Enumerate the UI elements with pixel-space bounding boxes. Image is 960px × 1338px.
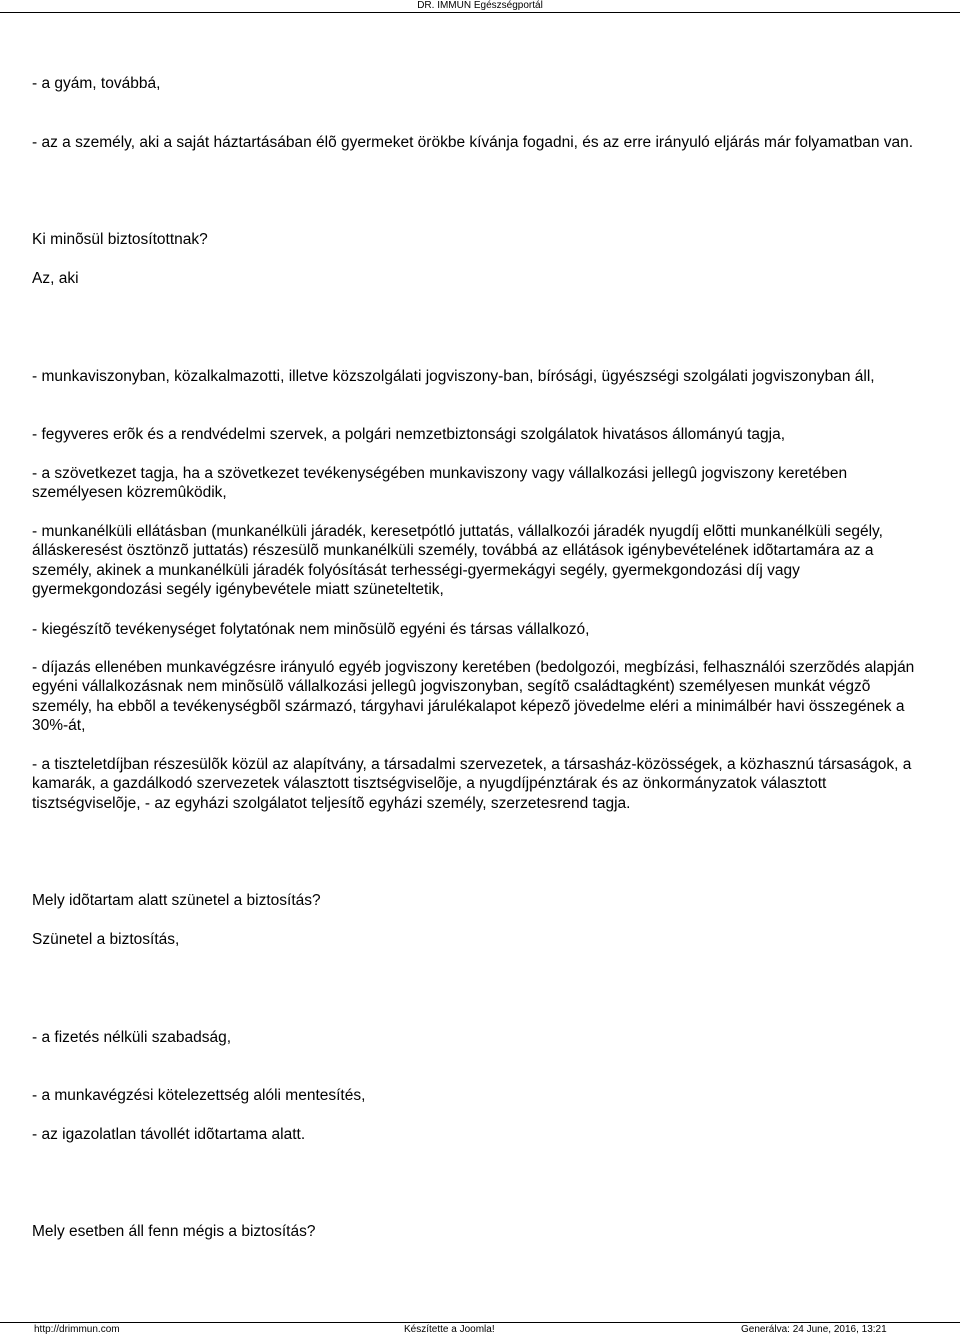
- list-item-other-legal-relationship: - díjazás ellenében munkavégzésre irányuló egyéb jogviszony keretében (bedolgozói, megbízási, felhasználói szerzõdés alapján egyéni vállalkozásnak nem minõsülõ vállalkozási jellegû jogviszonyban, segítõ családtagként) személyesen munkát végzõ személy, ha ebbõl a tevékenységbõl származó, tárgyhavi járulékalapot képezõ jövedelme eléri a minimálbér havi összegének a 30%-át,: [32, 659, 915, 735]
- question-who-insured: Ki minõsül biztosítottnak?: [32, 231, 208, 248]
- list-item-honorarium: - a tiszteletdíjban részesülõk közül az alapítvány, a társadalmi szervezetek, a társasház-közösségek, a közhasznú társaságok, a kamarák, a gazdálkodó szervezetek választott tisztségviselõje, a nyugdíjpénztárak és az önkormányzatok választott tisztségviselõje, - az egyházi szolgálatot teljesítõ egyházi személy, szerzetesrend tagja.: [32, 756, 912, 812]
- page-header: DR. IMMUN Egészségportál: [417, 0, 543, 11]
- list-item-cooperative: - a szövetkezet tagja, ha a szövetkezet tevékenységében munkaviszony vagy vállalkozási jellegû jogviszony keretében személyesen közremûködik,: [32, 465, 848, 502]
- question-insurance-still-applies: Mely esetben áll fenn mégis a biztosítás?: [32, 1223, 316, 1240]
- footer-divider: [0, 1322, 960, 1323]
- footer-url-link[interactable]: http://drimmun.com: [34, 1324, 120, 1335]
- list-item-armed-forces: - fegyveres erõk és a rendvédelmi szervek, a polgári nemzetbiztonsági szolgálatok hivatásos állományú tagja,: [32, 426, 785, 443]
- list-item-entrepreneur: - kiegészítõ tevékenységet folytatónak nem minõsülõ egyéni és társas vállalkozó,: [32, 621, 590, 638]
- paragraph-guardian: - a gyám, továbbá,: [32, 75, 161, 92]
- footer-generated-date: Generálva: 24 June, 2016, 13:21: [741, 1324, 887, 1335]
- list-item-unpaid-leave: - a fizetés nélküli szabadság,: [32, 1029, 232, 1046]
- header-divider: [0, 12, 960, 13]
- footer-credit: Készítette a Joomla!: [404, 1324, 495, 1335]
- list-item-employment: - munkaviszonyban, közalkalmazotti, illetve közszolgálati jogviszony-ban, bírósági, ügyészségi szolgálati jogviszonyban áll,: [32, 368, 875, 385]
- list-item-work-exemption: - a munkavégzési kötelezettség alóli mentesítés,: [32, 1087, 366, 1104]
- list-item-unemployment: - munkanélküli ellátásban (munkanélküli járadék, keresetpótló juttatás, vállalkozói járadék nyugdíj elõtti munkanélküli segély, álláskeresést ösztönzõ juttatás) részesülõ munkanélküli személy, továbbá az ellátások igénybevételének idõtartamára az a személy, akinek a munkanélküli járadék folyósítását terhességi-gyermekágyi segély, gyermekgondozási díj vagy gyermekgondozási segély igénybevétele miatt szüneteltetik,: [32, 523, 883, 599]
- paragraph-suspension: Szünetel a biztosítás,: [32, 931, 180, 948]
- list-item-unexcused-absence: - az igazolatlan távollét idõtartama alatt.: [32, 1126, 306, 1143]
- paragraph-adoption: - az a személy, aki a saját háztartásában élõ gyermeket örökbe kívánja fogadni, és az erre irányuló eljárás már folyamatban van.: [32, 134, 914, 151]
- paragraph-who: Az, aki: [32, 270, 79, 287]
- question-suspension: Mely idõtartam alatt szünetel a biztosítás?: [32, 892, 321, 909]
